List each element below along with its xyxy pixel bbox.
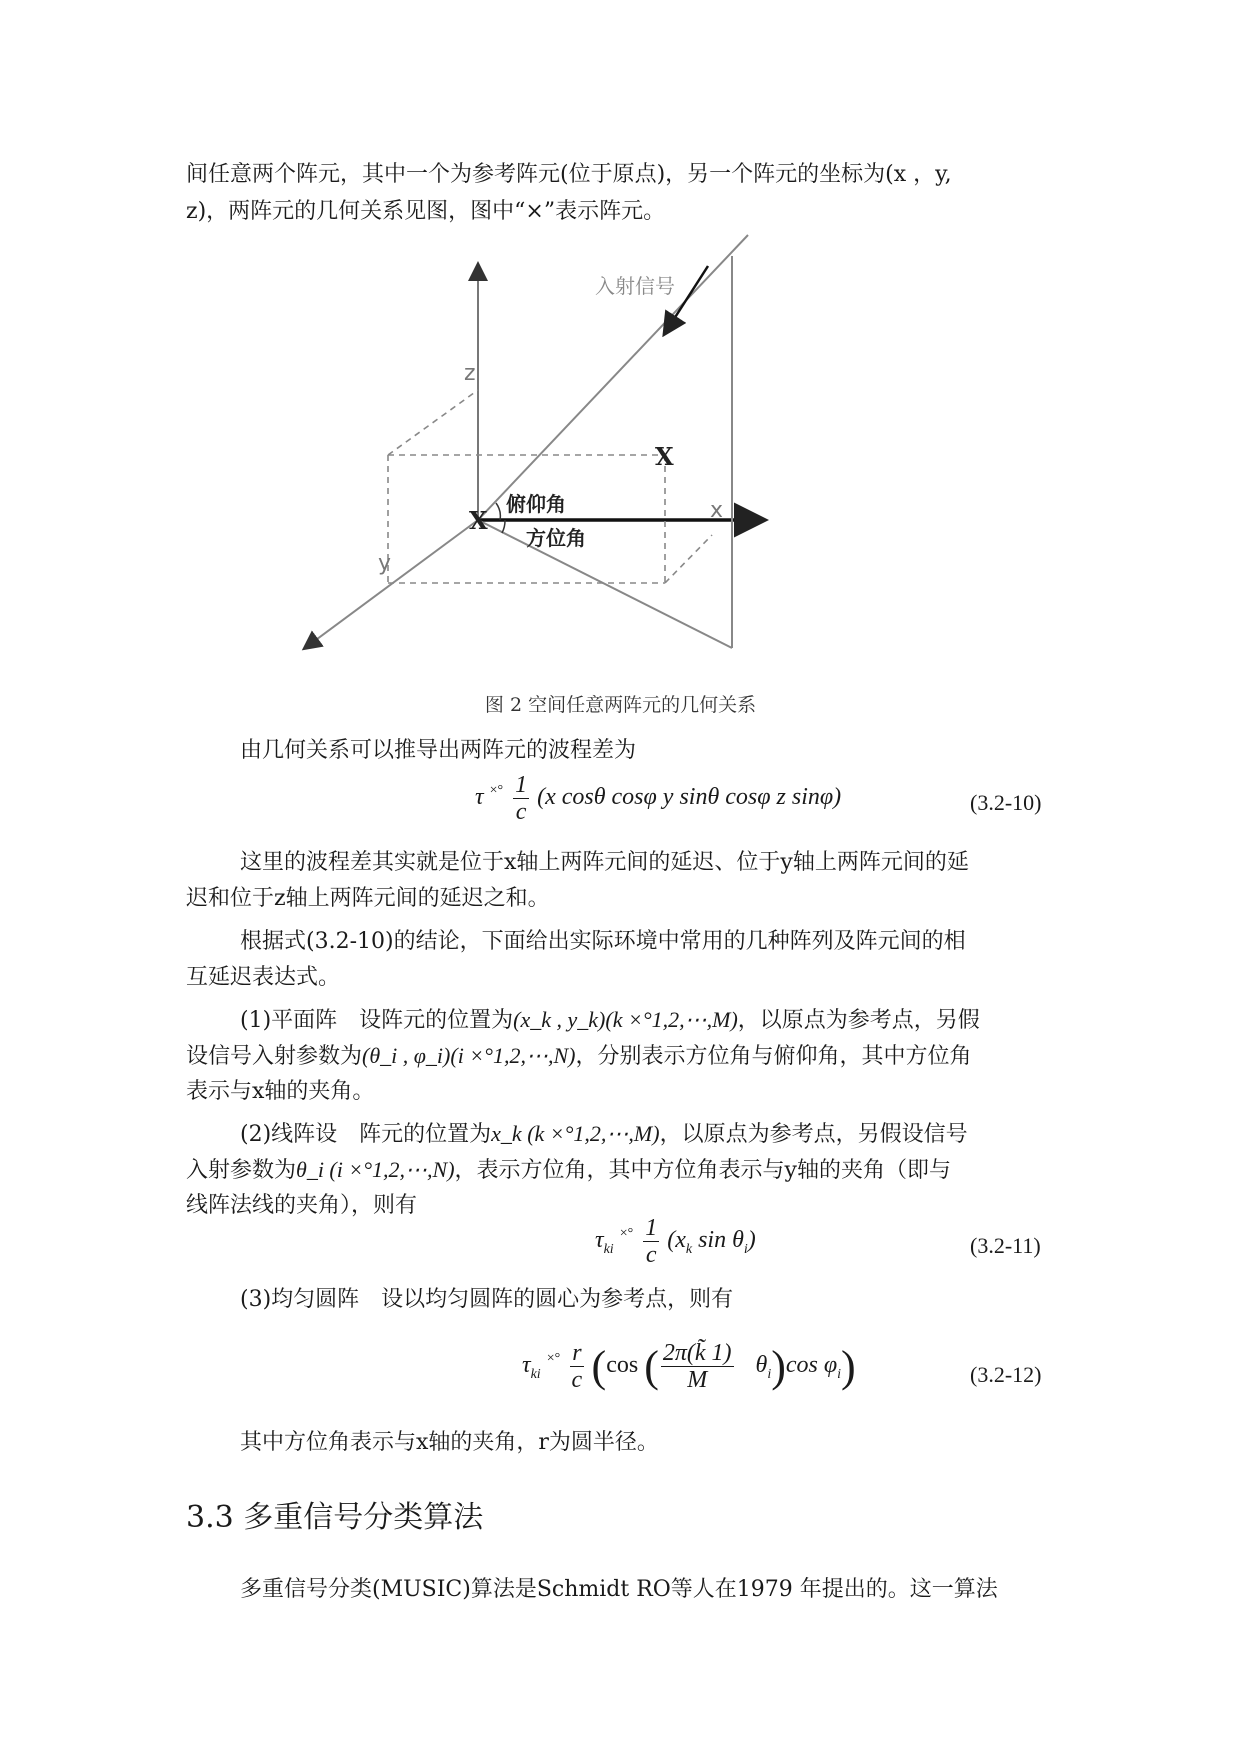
- incident-label: 入射信号: [595, 274, 675, 298]
- section-heading: 3.3 多重信号分类算法: [186, 1500, 484, 1535]
- equation-3-2-10: τ ×° $\frac{1}{c}$ (x cosθ cosφ y sinθ cosφ z sinφ): [475, 772, 842, 825]
- intro-line-2: z)，两阵元的几何关系见图，图中“×”表示阵元。: [186, 199, 666, 224]
- circular-line: (3)均匀圆阵 设以均匀圆阵的圆心为参考点，则有: [240, 1287, 734, 1312]
- azimuth-arc: [502, 520, 505, 533]
- x-label: x: [710, 498, 724, 523]
- y-label: y: [378, 551, 392, 576]
- elevation-arc: [496, 503, 500, 520]
- basis-line-2: 互延迟表达式。: [186, 965, 341, 990]
- dashed-box: [388, 390, 712, 583]
- music-line: 多重信号分类(MUSIC)算法是Schmidt RO等人在1979 年提出的。这一算法: [240, 1577, 998, 1602]
- equation-3-2-12: $\tau_{ki}$ ×° $\frac{r}{c}$ (cos ( $\frac{2\pi(k̃ 1)}{M}$ $\theta_i)\cos$ $\varphi_i$): [522, 1340, 856, 1393]
- equation-3-2-11: $\tau_{ki}$ ×° $\frac{1}{c}$ ($x_k$ $\sin \theta_i$): [595, 1215, 756, 1268]
- equation-number-3-2-12: (3.2-12): [970, 1362, 1042, 1387]
- basis-line-1: 根据式(3.2-10)的结论，下面给出实际环境中常用的几种阵列及阵元间的相: [240, 929, 966, 954]
- equation-number-3-2-10: (3.2-10): [970, 790, 1042, 815]
- origin-element-marker: X: [469, 506, 488, 535]
- elevation-label: 俯仰角: [506, 492, 566, 516]
- linear-line-3: 线阵法线的夹角），则有: [186, 1193, 418, 1218]
- z-label: z: [464, 361, 476, 386]
- equation-number-3-2-11: (3.2-11): [970, 1233, 1041, 1258]
- linear-line-2: 入射参数为θ_i (i ×°1,2,⋯,N)，表示方位角，其中方位角表示与y轴的夹角（即与: [186, 1157, 951, 1183]
- planar-line-3: 表示与x轴的夹角。: [186, 1079, 375, 1104]
- explain-line-2: 迟和位于z轴上两阵元间的延迟之和。: [186, 886, 550, 911]
- y-axis: [305, 520, 478, 648]
- explain-line-1: 这里的波程差其实就是位于x轴上两阵元间的延迟、位于y轴上两阵元间的延: [240, 850, 969, 875]
- projection-diagonal: [478, 520, 732, 648]
- intro-line-1: 间任意两个阵元，其中一个为参考阵元(位于原点)，另一个阵元的坐标为(x ，y,: [186, 162, 952, 187]
- planar-line-1: (1)平面阵 设阵元的位置为(x_k , y_k)(k ×°1,2,⋯,M)，以原点为参考点，另假: [240, 1007, 980, 1033]
- planar-line-2: 设信号入射参数为(θ_i , φ_i)(i ×°1,2,⋯,N)，分别表示方位角与俯仰角，其中方位角: [186, 1043, 972, 1069]
- derive-line: 由几何关系可以推导出两阵元的波程差为: [240, 738, 637, 763]
- circular-note: 其中方位角表示与x轴的夹角，r为圆半径。: [240, 1430, 659, 1455]
- second-element-marker: X: [655, 442, 674, 471]
- linear-line-1: (2)线阵设 阵元的位置为x_k (k ×°1,2,⋯,M)，以原点为参考点，另假设信号: [240, 1121, 968, 1147]
- azimuth-label: 方位角: [526, 526, 586, 550]
- figure-caption: 图 2 空间任意两阵元的几何关系: [484, 694, 757, 716]
